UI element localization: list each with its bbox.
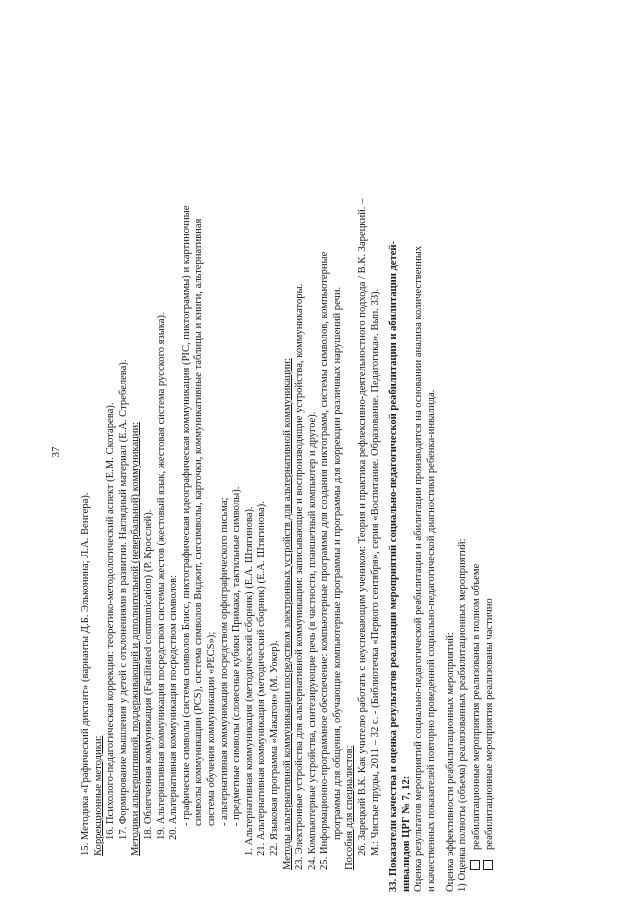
section-heading-devices: Методы альтернативной коммуникации посредством электронных устройств для альтернативной коммуникации: (281, 358, 293, 870)
list-item: 1. Альтернативная коммуникация (методический сборник) (Е.А. Штягинова). (243, 506, 255, 856)
list-item: система обучения коммуникации «PECS»); (205, 631, 217, 826)
list-item: 24. Компьютерные устройства, синтезирующие речь (в частности, планшетный компьютер и другое). (306, 411, 318, 870)
list-item: 19. Альтернативная коммуникация посредством системы жестов (жестовый язык, жестовая система русского языка). (155, 312, 167, 840)
option-label: реабилитационные мероприятия реализованы в полном объеме (470, 563, 482, 850)
list-item: 1) Оценка полноты (объема) реализованных реабилитационных мероприятий: (457, 538, 469, 892)
section-33-heading: 33. Показатели качества и оценка результатов реализации мероприятий социально-педагогической реабилитации и абилитации детей- (388, 240, 400, 892)
option-label: реабилитационные мероприятия реализованы частично (484, 598, 496, 850)
paragraph: Оценка эффективности реабилитационных мероприятий: (444, 632, 456, 892)
list-item: - графические символы (система символов Блисс, пиктографическая идеографическая коммуникация (PIC, пиктограммы) и картиночные (180, 205, 192, 826)
list-item: 18. Облегченная коммуникация (Facilitated communication) (Р. Кросслей). (142, 509, 154, 840)
list-item: 17. Формирование мышления у детей с отклонениями в развитии. Наглядный материал (Е.А. Стребелева). (117, 359, 129, 840)
page-number: 37 (50, 446, 62, 458)
rotated-content (50, 12, 610, 892)
list-item: 16. Психолого-педагогическая коррекция: теоретико-методологический аспект (Е.М. Скотарева). (105, 402, 117, 840)
list-item: 21. Альтернативная коммуникация (методический сборник) (Е.А. Штягинова). (256, 501, 268, 856)
list-item: 26. Зарецкий В.К. Как учителю работать с неуспевающим учеником: Теория и практика рефлексивно-деятельностного подхода / В.К. Зарецкий. – (357, 198, 369, 856)
list-item: 25. Информационно-программное обеспечение: компьютерные программы для создания пиктограмм, системы символов, компьютерные (319, 251, 331, 870)
list-item: - альтернативная коммуникация посредством орфографического письма; (218, 497, 230, 826)
checkbox-option-partial (483, 22, 497, 892)
checkbox-square-icon (470, 860, 480, 870)
list-item: 22. Языковая программа «Макатон» (М. Уокер). (268, 640, 280, 856)
list-item: символы коммуникации (PCS), система символов Виджит, сигсимволы, карточки, коммуникативные таблицы и книги, альтернативная (193, 218, 205, 826)
paragraph: и качественных показателей повторно проведенной социально-педагогической диагностики ребенка-инвалида. (426, 389, 438, 892)
list-item: 23. Электронные устройства для альтернативной коммуникации: записывающие и воспроизводящие устройства, коммуникаторы. (294, 283, 306, 870)
list-item: 20. Альтернативная коммуникация посредством символов: (168, 574, 180, 840)
section-33-heading-cont: инвалидов ЦРГ № 7, 12: (400, 775, 412, 892)
list-item: программы для общения, обучающие компьютерные программы и программы для коррекции различных нарушений речи. (331, 286, 343, 840)
paragraph: Оценка результатов мероприятий социально-педагогической реабилитации и абилитации производится на основании анализа количественных (413, 245, 425, 892)
section-heading-correction: Коррекционные методики: (92, 735, 104, 856)
section-heading-alternative: Методики альтернативной, поддерживающей и дополнительной (невербальной) коммуникации: (130, 421, 142, 856)
checkbox-option-full (470, 22, 484, 892)
checkbox-square-icon (483, 860, 493, 870)
section-heading-specialists: Пособия для специалистов: (344, 745, 356, 870)
page-body (80, 22, 497, 892)
list-item: 15. Методика «Графический диктант» (варианты Д.Б. Эльконина; Л.А. Венгера). (80, 492, 91, 856)
list-item: - предметные символы (словесные кубики Примака, тактильные символы). (231, 486, 243, 826)
list-item: М.: Чистые пруды, 2011 – 32 с. - (Библиотечка «Первого сентября», серия «Воспитание. Образование. Педагогика». Вып. 33). (369, 288, 381, 856)
